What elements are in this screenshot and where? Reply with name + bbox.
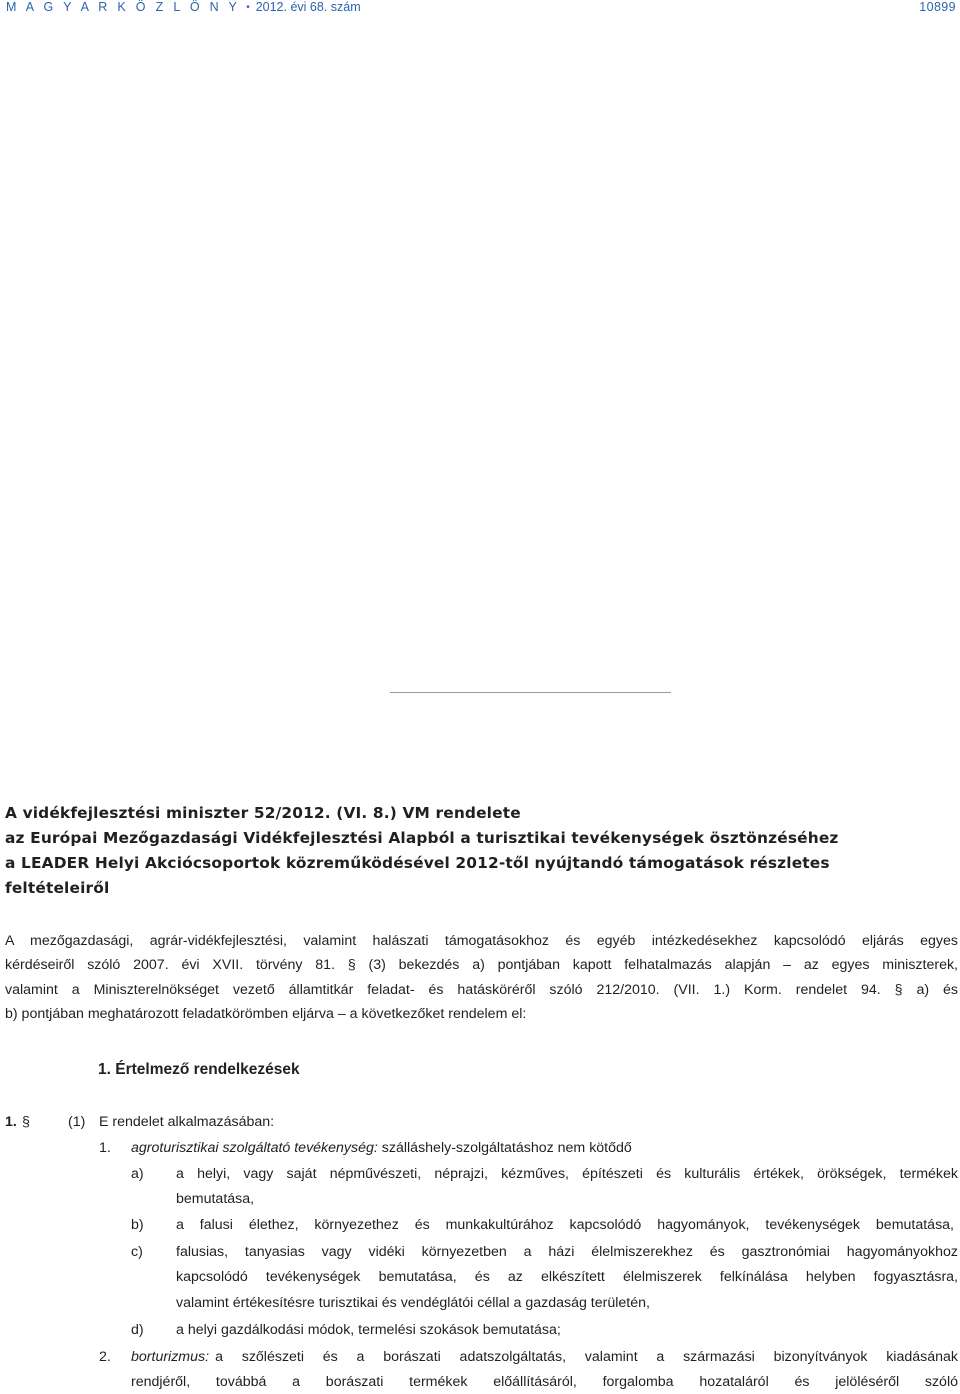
section-number: 1.: [5, 1114, 17, 1130]
definition-number: 2.: [99, 1349, 111, 1365]
item-text-line: a helyi gazdálkodási módok, termelési szokások bemutatása;: [176, 1322, 561, 1338]
item-text-line: falusias, tanyasias vagy vidéki környezetben a házi élelmiszerekhez és gasztronómiai hagyományokhoz: [176, 1244, 958, 1260]
section-symbol: §: [22, 1114, 30, 1130]
issue-label: 2012. évi 68. szám: [255, 0, 361, 14]
item-letter: c): [131, 1244, 143, 1260]
page-header: [6, 0, 958, 18]
definition-2-line: [131, 1345, 958, 1369]
bullet-separator-icon: •: [246, 2, 250, 13]
definition-term: agroturisztikai szolgáltató tevékenység:: [131, 1140, 378, 1156]
definition-number: 1.: [99, 1140, 111, 1156]
decree-title-line: az Európai Mezőgazdasági Vidékfejlesztési Alapból a turisztikai tevékenységek ösztönzéséhez: [5, 829, 839, 847]
preamble-line: valamint a Miniszterelnökséget vezető államtitkár feladat- és hatásköréről szóló 212/2010. (VII. 1.) Korm. rendelet 94. § a) és: [5, 981, 958, 998]
item-text-line: valamint értékesítésre turisztikai és vendéglátói céllal a gazdaság területén,: [176, 1295, 650, 1311]
definition-text: szálláshely-szolgáltatáshoz nem kötődő: [381, 1140, 632, 1156]
item-text-line: bemutatása,: [176, 1191, 255, 1207]
item-letter: d): [131, 1322, 144, 1338]
item-text-line: a helyi, vagy saját népművészeti, néprajzi, kézműves, építészeti és kulturális értékek, örökségek, termékek: [176, 1166, 958, 1182]
item-text-line: a falusi élethez, környezethez és munkakultúrához kapcsolódó hagyományok, tevékenységek bemutatása,: [176, 1217, 954, 1233]
item-text-line: kapcsolódó tevékenységek bemutatása, és az elkészített élelmiszerek felkínálása helyben fogyasztásra,: [176, 1269, 958, 1285]
definition-1-line: [131, 1136, 632, 1160]
section-divider: [390, 692, 671, 693]
section-intro: E rendelet alkalmazásában:: [99, 1114, 275, 1130]
preamble-line: A mezőgazdasági, agrár-vidékfejlesztési, valamint halászati támogatásokhoz és egyéb intézkedésekhez kapcsolódó eljárás egyes: [5, 933, 958, 949]
definition-text: a szőlészeti és a borászati adatszolgáltatás, valamint a származási bizonyítványok kiadásának: [215, 1349, 958, 1365]
decree-title-line: feltételeiről: [5, 879, 110, 897]
item-letter: a): [131, 1166, 144, 1182]
decree-title: [5, 801, 955, 901]
decree-preamble: [5, 929, 958, 1026]
page-number: 10899: [919, 0, 956, 14]
header-publication-info: [6, 0, 361, 15]
item-letter: b): [131, 1217, 144, 1233]
decree-title-line: A vidékfejlesztési miniszter 52/2012. (VI. 8.) VM rendelete: [5, 804, 521, 822]
definition-term: borturizmus:: [131, 1349, 210, 1365]
decree-title-line: a LEADER Helyi Akciócsoportok közreműködésével 2012-től nyújtandó támogatások részletes: [5, 854, 830, 872]
chapter-heading: 1. Értelmező rendelkezések: [98, 1061, 300, 1078]
definition-text-line: rendjéről, továbbá a borászati termékek előállításáról, forgalomba hozataláról és jelöléséről szóló: [131, 1374, 958, 1390]
preamble-line: kérdéseiről szóló 2007. évi XVII. törvény 81. § (3) bekezdés a) pontjában kapott felhatalmazás alapján – az egyes miniszterek,: [5, 957, 958, 974]
preamble-line: b) pontjában meghatározott feladatkörömben eljárva – a következőket rendelem el:: [5, 1005, 527, 1022]
paragraph-number: (1): [68, 1114, 86, 1130]
publication-name: M A G Y A R K Ö Z L Ö N Y: [6, 0, 241, 14]
